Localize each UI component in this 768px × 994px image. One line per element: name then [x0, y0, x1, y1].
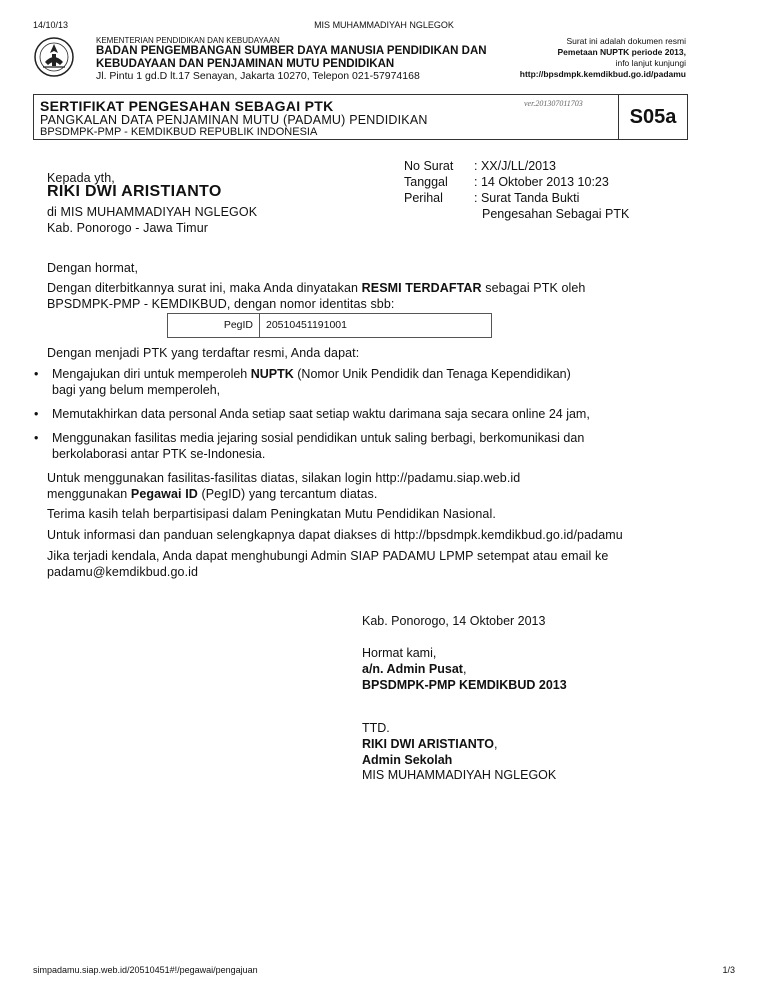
- certificate-box: [33, 94, 688, 140]
- login-pegawai-id: Pegawai ID: [130, 487, 198, 501]
- certificate-subtitle-2: BPSDMPK-PMP - KEMDIKBUD REPUBLIK INDONESIA: [40, 126, 318, 138]
- sign-place-date: Kab. Ponorogo, 14 Oktober 2013: [362, 614, 546, 628]
- perihal-value-1: : Surat Tanda Bukti: [474, 191, 580, 205]
- benefit-item-update: [34, 406, 634, 422]
- no-surat-label: No Surat: [404, 159, 454, 173]
- greeting: Dengan hormat,: [47, 261, 139, 275]
- bullet3-line-1: Menggunakan fasilitas media jejaring sosial pendidikan untuk saling berbagi, berkomunikasi dan: [52, 431, 585, 445]
- bullet-icon: •: [34, 407, 39, 421]
- recipient-to: Kepada yth,: [47, 171, 115, 185]
- sign-ttd: TTD.: [362, 721, 390, 735]
- recipient-name: RIKI DWI ARISTIANTO: [47, 183, 222, 200]
- bullet-icon: •: [34, 367, 39, 381]
- intro-text-a: Dengan diterbitkannya surat ini, maka Anda dinyatakan: [47, 281, 362, 295]
- intro-registered: RESMI TERDAFTAR: [361, 281, 482, 295]
- sign-role: Admin Sekolah: [362, 753, 453, 767]
- print-footer-url: simpadamu.siap.web.id/20510451#!/pegawai/pengajuan: [33, 965, 258, 975]
- benefit-item-nuptk: [34, 366, 634, 398]
- perihal-value-2: Pengesahan Sebagai PTK: [482, 207, 630, 221]
- recipient-school: di MIS MUHAMMADIYAH NGLEGOK: [47, 205, 258, 219]
- agency-address: Jl. Pintu 1 gd.D lt.17 Senayan, Jakarta 10270, Telepon 021-57974168: [96, 70, 420, 82]
- sign-on-behalf-text: a/n. Admin Pusat: [362, 662, 463, 676]
- thanks-line: Terima kasih telah berpartisipasi dalam Peningkatan Mutu Pendidikan Nasional.: [47, 507, 496, 521]
- login-line-1: Untuk menggunakan fasilitas-fasilitas diatas, silakan login http://padamu.siap.web.id: [47, 471, 521, 485]
- bullet1-text-a: Mengajukan diri untuk memperoleh: [52, 367, 251, 381]
- perihal-label: Perihal: [404, 191, 443, 205]
- intro-text-b: sebagai PTK oleh: [481, 281, 586, 295]
- benefit-nuptk-text: [52, 366, 634, 398]
- code-cell: [618, 94, 688, 139]
- contact-line-1: Jika terjadi kendala, Anda dapat menghubungi Admin SIAP PADAMU LPMP setempat atau email ke: [47, 549, 609, 563]
- certificate-title: SERTIFIKAT PENGESAHAN SEBAGAI PTK: [40, 98, 334, 114]
- pegid-label-cell: [168, 314, 260, 337]
- intro-line-1: [47, 280, 586, 296]
- benefit-update-text: Memutakhirkan data personal Anda setiap saat setiap waktu darimana saja secara online 24 jam,: [52, 407, 590, 421]
- benefit-item-social: [34, 430, 634, 462]
- ministry-logo: [33, 36, 75, 78]
- note-line-2: Pemetaan NUPTK periode 2013,: [557, 47, 686, 57]
- agency-line-2: KEBUDAYAAN DAN PENJAMINAN MUTU PENDIDIKAN: [96, 58, 395, 70]
- note-line-3: info lanjut kunjungi: [615, 58, 686, 68]
- sign-signer-name: RIKI DWI ARISTIANTO: [362, 737, 494, 751]
- pegid-label: PegID: [223, 319, 253, 331]
- sign-org: BPSDMPK-PMP KEMDIKBUD 2013: [362, 678, 567, 692]
- sign-regards: Hormat kami,: [362, 646, 437, 660]
- login-line-2: [47, 486, 377, 502]
- pegid-value: 20510451191001: [266, 319, 347, 331]
- login-text-a: menggunakan: [47, 487, 131, 501]
- tanggal-label: Tanggal: [404, 175, 448, 189]
- benefit-social-text: [52, 430, 634, 462]
- print-page-title: MIS MUHAMMADIYAH NGLEGOK: [314, 20, 454, 30]
- contact-line-2: padamu@kemdikbud.go.id: [47, 565, 199, 579]
- letterhead-note: [520, 36, 686, 80]
- print-date: 14/10/13: [33, 20, 69, 30]
- login-text-b: (PegID) yang tercantum diatas.: [197, 487, 378, 501]
- intro-line-2: BPSDMPK-PMP - KEMDIKBUD, dengan nomor identitas sbb:: [47, 297, 395, 311]
- sign-on-behalf-comma: ,: [462, 662, 467, 676]
- bullet1-text-b: (Nomor Unik Pendidik dan Tenaga Kependidikan): [293, 367, 571, 381]
- sign-school: MIS MUHAMMADIYAH NGLEGOK: [362, 768, 557, 782]
- no-surat-value: : XX/J/LL/2013: [474, 159, 557, 173]
- sign-signer-comma: ,: [493, 737, 498, 751]
- print-footer-page: 1/3: [722, 965, 735, 975]
- tanggal-value: : 14 Oktober 2013 10:23: [474, 175, 609, 189]
- info-line: Untuk informasi dan panduan selengkapnya dapat diakses di http://bpsdmpk.kemdikbud.go.id/padamu: [47, 528, 623, 542]
- benefits-intro: Dengan menjadi PTK yang terdaftar resmi, Anda dapat:: [47, 346, 360, 360]
- bullet-icon: •: [34, 431, 39, 445]
- certificate-code: S05a: [629, 106, 677, 128]
- ministry-name: KEMENTERIAN PENDIDIKAN DAN KEBUDAYAAN: [96, 36, 280, 45]
- bullet1-nuptk: NUPTK: [250, 367, 294, 381]
- certificate-version: ver.201307011703: [524, 99, 583, 108]
- note-line-4: http://bpsdmpk.kemdikbud.go.id/padamu: [519, 69, 686, 79]
- bullet1-line-2: bagi yang belum memperoleh,: [52, 383, 221, 397]
- pegid-box: [167, 313, 492, 338]
- sign-on-behalf: [362, 661, 466, 677]
- sign-signer: [362, 736, 497, 752]
- bullet3-line-2: berkolaborasi antar PTK se-Indonesia.: [52, 447, 266, 461]
- recipient-region: Kab. Ponorogo - Jawa Timur: [47, 221, 209, 235]
- note-line-1: Surat ini adalah dokumen resmi: [566, 36, 686, 46]
- certificate-subtitle-1: PANGKALAN DATA PENJAMINAN MUTU (PADAMU) PENDIDIKAN: [40, 113, 428, 127]
- agency-line-1: BADAN PENGEMBANGAN SUMBER DAYA MANUSIA PENDIDIKAN DAN: [96, 45, 487, 57]
